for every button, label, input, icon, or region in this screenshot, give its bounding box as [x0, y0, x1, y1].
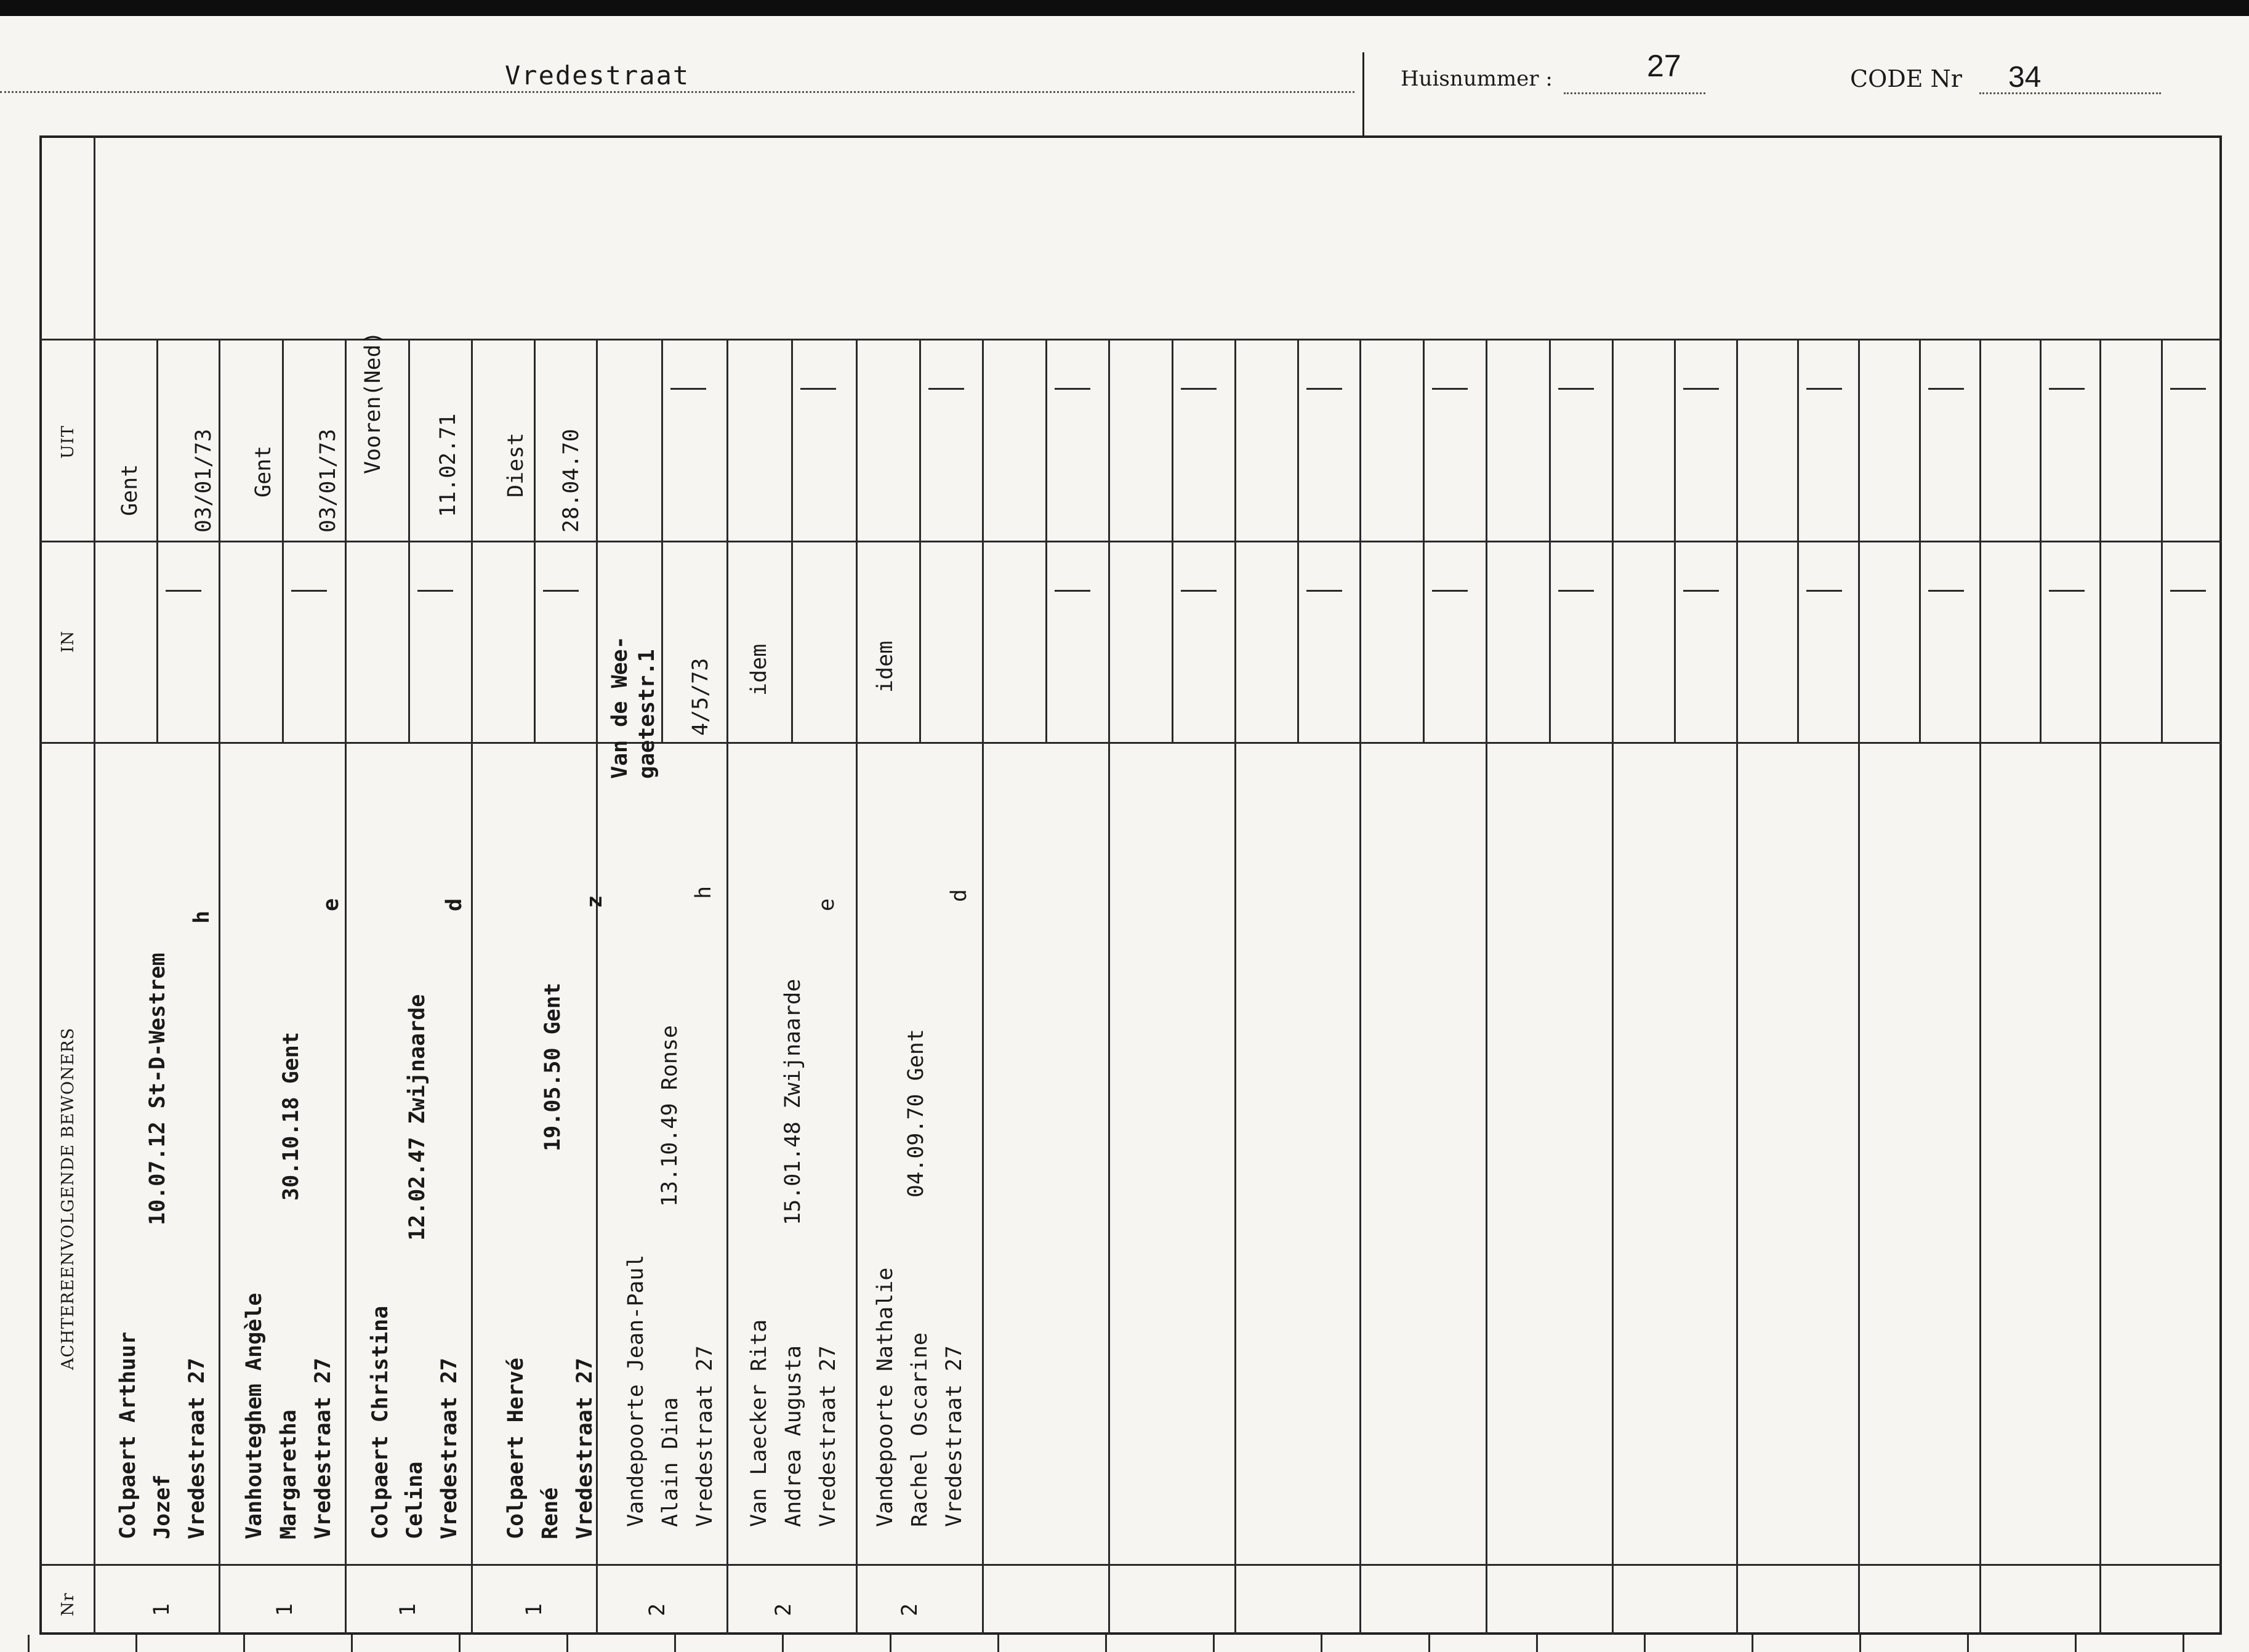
bottom-edge-tick	[1105, 1635, 1107, 1652]
code-dotted-line	[1979, 92, 2161, 94]
column-divider	[726, 339, 728, 1635]
entry-1-name2: Jozef	[150, 1474, 175, 1539]
empty-in-dash	[1055, 590, 1090, 592]
entry-7-in-place: idem	[873, 640, 898, 693]
entry-2-nr: 1	[273, 1603, 297, 1616]
entry-3-birth-date: 12.02.47	[405, 1137, 430, 1241]
entry-1-birth-place: St-D-Westrem	[145, 953, 170, 1109]
empty-uit-dash	[800, 388, 836, 390]
sub-column-divider	[156, 339, 158, 742]
entry-7-code: d	[947, 888, 972, 902]
empty-in-dash	[1683, 590, 1719, 592]
sub-column-divider	[1172, 339, 1173, 742]
sub-column-divider	[1674, 339, 1676, 742]
entry-3-birth-place: Zwijnaarde	[405, 994, 430, 1124]
entry-2-birth-place: Gent	[279, 1032, 304, 1084]
empty-uit-dash	[2170, 388, 2206, 390]
entry-5-name1: Vandepoorte Jean-Paul	[624, 1254, 648, 1527]
entry-3-name1: Colpaert Christina	[368, 1305, 393, 1539]
entry-5-birth-place: Ronse	[658, 1025, 682, 1090]
entry-4-name1: Colpaert Hervé	[504, 1357, 528, 1539]
empty-uit-dash	[928, 388, 964, 390]
sub-column-divider	[661, 339, 663, 742]
bottom-edge-tick	[1752, 1635, 1753, 1652]
entry-5-address: Vredestraat 27	[693, 1345, 717, 1527]
sub-column-divider	[1919, 339, 1921, 742]
column-divider	[982, 339, 984, 1635]
huisnummer-value: 27	[1647, 49, 1681, 83]
entry-7-name2: Rachel Oscarine	[907, 1332, 932, 1527]
entry-3-uit-place: Vooren(Ned)	[361, 331, 385, 474]
column-divider	[1108, 339, 1110, 1635]
sub-column-divider	[1297, 339, 1299, 742]
bottom-edge-tick	[566, 1635, 568, 1652]
entry-4-address: Vredestraat 27	[573, 1357, 597, 1539]
sub-column-divider	[2040, 339, 2042, 742]
bewoners-label: ACHTEREENVOLGENDE BEWONERS	[58, 1027, 78, 1370]
entry-3-names	[363, 1306, 467, 1539]
bottom-edge-tick	[28, 1635, 30, 1652]
bottom-edge-tick	[1428, 1635, 1430, 1652]
empty-uit-dash	[2049, 388, 2085, 390]
entry-2-name1: Vanhouteghem Angèle	[242, 1292, 267, 1539]
entry-5-in-date: 4/5/73	[688, 658, 713, 736]
band-separator-uit-in	[39, 541, 2222, 542]
sub-column-divider	[791, 339, 793, 742]
nr-label: Nr	[58, 1592, 78, 1616]
entry-1-birth	[140, 953, 175, 1225]
entry-6-birth-date: 15.01.48	[781, 1121, 805, 1225]
entry-1-nr: 1	[150, 1603, 174, 1616]
sub-column-divider	[1423, 339, 1425, 742]
entry-1-code: h	[190, 910, 214, 924]
entry-7-address: Vredestraat 27	[942, 1345, 967, 1527]
entry-6-name1: Van Laecker Rita	[747, 1319, 771, 1527]
entry-6-name2: Andrea Augusta	[781, 1345, 806, 1527]
entry-2-code: e	[319, 898, 344, 911]
entry-4-birth	[536, 983, 570, 1151]
entry-2-birth	[274, 1032, 308, 1201]
entry-3-birth	[400, 994, 435, 1241]
entry-5-code: h	[691, 885, 716, 899]
entry-5-in-place-line2: gaetestr.1	[635, 649, 659, 779]
bottom-edge-tick	[1967, 1635, 1969, 1652]
entry-1-names	[111, 1332, 214, 1539]
bottom-edge-tick	[890, 1635, 891, 1652]
empty-uit-dash	[1432, 388, 1468, 390]
empty-in-dash	[166, 590, 201, 592]
bottom-edge-tick	[782, 1635, 784, 1652]
entry-5-in-place-line1: Van de Wee-	[608, 636, 632, 779]
empty-uit-dash	[1683, 388, 1719, 390]
empty-in-dash	[1181, 590, 1217, 592]
empty-uit-dash	[670, 388, 706, 390]
band-separator-in-bewoners	[39, 742, 2222, 744]
entry-1-address: Vredestraat 27	[185, 1357, 209, 1539]
bottom-edge-tick	[135, 1635, 137, 1652]
huisnummer-label: Huisnummer :	[1401, 66, 1553, 91]
entry-4-birth-date: 19.05.50	[541, 1047, 565, 1151]
entry-6-code: e	[815, 898, 839, 911]
entry-6-birth-place: Zwijnaarde	[781, 978, 805, 1109]
column-divider	[219, 339, 220, 1635]
column-divider	[1612, 339, 1614, 1635]
column-divider	[1736, 339, 1738, 1635]
entry-2-name2: Margaretha	[276, 1409, 301, 1539]
column-divider	[345, 339, 347, 1635]
bottom-edge-tick	[674, 1635, 676, 1652]
entry-3-uit-date: 11.02.71	[436, 413, 461, 517]
column-divider	[2099, 339, 2101, 1635]
empty-uit-dash	[1181, 388, 1217, 390]
empty-in-dash	[1306, 590, 1342, 592]
entry-4-names	[499, 1358, 602, 1539]
empty-in-dash	[417, 590, 453, 592]
entry-3-name2: Celina	[403, 1461, 427, 1539]
empty-uit-dash	[1055, 388, 1090, 390]
bottom-edge-tick	[997, 1635, 999, 1652]
bottom-edge-tick	[1213, 1635, 1215, 1652]
label-column-divider	[94, 135, 95, 1635]
sub-column-divider	[1549, 339, 1551, 742]
huisnummer-dotted-line	[1564, 92, 1705, 94]
entry-2-uit-place: Gent	[251, 445, 276, 498]
entry-5-names	[619, 1254, 722, 1527]
entry-7-names	[868, 1268, 972, 1527]
band-separator-bewoners-nr	[39, 1564, 2222, 1566]
in-label: IN	[58, 630, 78, 653]
bottom-edge-tick	[1536, 1635, 1538, 1652]
entry-7-name1: Vandepoorte Nathalie	[873, 1267, 898, 1527]
bottom-edge-tick	[243, 1635, 245, 1652]
entry-3-code: d	[442, 898, 467, 911]
header-divider	[1362, 52, 1364, 135]
street-name: Vredestraat	[505, 60, 690, 91]
sub-column-divider	[919, 339, 921, 742]
bottom-edge-tick	[1321, 1635, 1322, 1652]
entry-4-uit-date: 28.04.70	[559, 429, 584, 533]
entry-5-name2: Alain Dina	[658, 1397, 683, 1527]
entry-6-names	[742, 1320, 845, 1527]
entry-7-birth	[899, 1029, 933, 1198]
sub-column-divider	[282, 339, 284, 742]
entry-5-in-place	[606, 636, 661, 779]
empty-in-dash	[543, 590, 579, 592]
entry-1-name1: Colpaert Arthuur	[116, 1331, 140, 1539]
entry-6-address: Vredestraat 27	[816, 1345, 840, 1527]
entry-6-in-place: idem	[747, 643, 771, 696]
entry-4-birth-place: Gent	[541, 983, 565, 1035]
entry-2-names	[237, 1293, 340, 1539]
entry-4-uit-place: Diest	[504, 432, 528, 498]
entry-5-birth-date: 13.10.49	[658, 1103, 682, 1207]
entry-4-name2: René	[538, 1487, 563, 1539]
empty-in-dash	[1558, 590, 1594, 592]
column-divider	[856, 339, 858, 1635]
bottom-edge-tick	[1644, 1635, 1646, 1652]
column-divider	[1858, 339, 1860, 1635]
empty-in-dash	[1806, 590, 1842, 592]
entry-6-nr: 2	[771, 1603, 796, 1616]
column-divider	[471, 339, 473, 1635]
column-divider	[1234, 339, 1236, 1635]
entry-6-birth	[776, 979, 810, 1225]
sub-column-divider	[1045, 339, 1047, 742]
scan-top-edge	[0, 0, 2249, 16]
entry-4-code: z	[582, 895, 607, 908]
sub-column-divider	[408, 339, 410, 742]
entry-5-birth	[653, 1025, 687, 1207]
bottom-edge-tick	[2183, 1635, 2184, 1652]
uit-label: UIT	[58, 425, 78, 459]
entry-1-uit-date: 03/01/73	[191, 429, 216, 533]
entry-2-birth-date: 30.10.18	[279, 1097, 304, 1201]
code-label: CODE Nr	[1850, 65, 1962, 92]
entry-5-nr: 2	[645, 1603, 670, 1616]
sub-column-divider	[534, 339, 536, 742]
entry-3-nr: 1	[396, 1603, 420, 1616]
entry-2-uit-date: 03/01/73	[316, 429, 340, 533]
entry-7-nr: 2	[898, 1603, 922, 1616]
code-value: 34	[2008, 61, 2042, 94]
street-dotted-line	[0, 91, 1354, 93]
empty-uit-dash	[1558, 388, 1594, 390]
empty-in-dash	[2170, 590, 2206, 592]
entry-7-birth-date: 04.09.70	[904, 1094, 928, 1198]
bottom-edge-tick	[459, 1635, 461, 1652]
entry-1-uit-place: Gent	[118, 464, 142, 516]
entry-4-nr: 1	[522, 1603, 547, 1616]
entry-3-address: Vredestraat 27	[437, 1357, 462, 1539]
bottom-edge-tick	[2075, 1635, 2077, 1652]
sub-column-divider	[1797, 339, 1799, 742]
column-divider	[1979, 339, 1981, 1635]
empty-uit-dash	[1928, 388, 1964, 390]
empty-uit-dash	[1806, 388, 1842, 390]
sub-column-divider	[2161, 339, 2163, 742]
bottom-edge-tick	[1859, 1635, 1861, 1652]
empty-in-dash	[291, 590, 327, 592]
column-divider	[1486, 339, 1487, 1635]
bottom-edge-tick	[351, 1635, 353, 1652]
empty-uit-dash	[1306, 388, 1342, 390]
column-divider	[1359, 339, 1361, 1635]
entry-7-birth-place: Gent	[904, 1029, 928, 1081]
empty-in-dash	[1432, 590, 1468, 592]
entry-1-birth-date: 10.07.12	[145, 1121, 170, 1225]
entry-2-address: Vredestraat 27	[311, 1357, 336, 1539]
empty-in-dash	[1928, 590, 1964, 592]
empty-in-dash	[2049, 590, 2085, 592]
